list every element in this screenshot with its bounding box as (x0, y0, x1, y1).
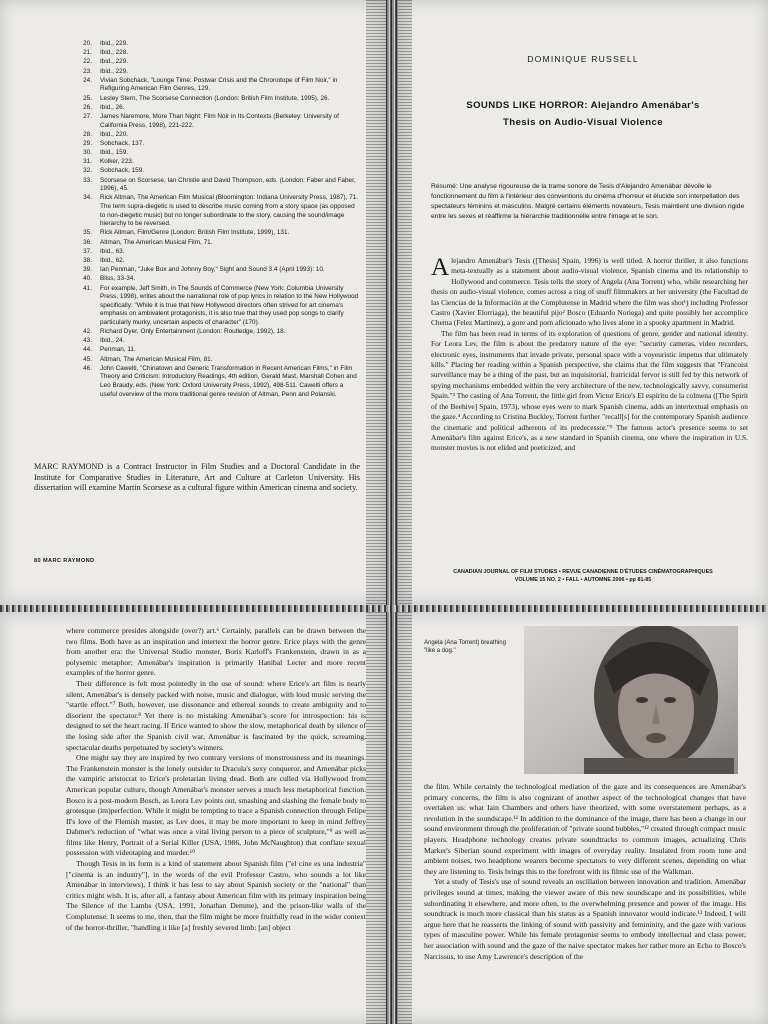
binding-shadow (398, 612, 412, 1024)
article-body (431, 256, 748, 454)
journal-footer (418, 569, 748, 584)
author-bio: MARC RAYMOND is a Contract Instructor in Film Studies and a Doctoral Candidate in the Institute for Comparative Studies in Literature, Art and Culture at Carleton University. His dissertation will examine Martin Scorsese as a cultural figure within American cinema and society. (34, 462, 360, 492)
endnote (70, 113, 360, 130)
paragraph: Though Tesis in its form is a kind of statement about Spanish film ("el cine es una industria" ["cinema is an industry"], in the words of the evil Professor Castro, who sounds a lot like Amenábar in interviews), I think it has less to say about Spanish society or the "national" than critics might wish. It is, after all, a fantasy about American film with its primary inspiration being The Silence of the Lambs (USA, 1991, Jonathan Demme), and the prison-like walls of the Complutense. It seems to me, then, that the film might be more fruitfully read in the wider context of the horror-thriller, "handling it like [a] freshly severed limb: [an] object (66, 859, 366, 932)
endnote-number: 43. (83, 337, 92, 345)
article-author: DOMINIQUE RUSSELL (527, 54, 639, 64)
endnote-number: 28. (83, 130, 92, 138)
endnote (70, 140, 360, 149)
paragraph: the film. While certainly the technological mediation of the gaze and its consequences are Amenábar's primary concerns, the film is also cognizant of another aspect of the technological changes that have overtaken us: what Iain Chambers and others have theorized, with some overstatement perhaps, as a revolution in the soundscape.¹¹ In addition to the dominance of the image, there has been a change in our sound environment through the proliferation of "private sound bubbles,"¹² created through compact music players. Headphone technology creates private soundtracks to common images, actualizing Chris Marker's Siberian sound experiment with images of everyday reality. Insulated from room tone and ambient noises, two headphone wearers become spectators to very different scenes, depending on what they are listening to. Tesis brings this to the forefront with its filmic use of the Walkman. (424, 782, 746, 876)
binding-shadow (366, 612, 386, 1024)
article-body-continued (424, 782, 746, 962)
endnote-number: 44. (83, 346, 92, 354)
paragraph: One might say they are inspired by two contrary versions of monstrousness and its meanings. The Frankenstein monster is the lonely outsider to Dracula's sexy conqueror, and Amenábar picks the vampiric aristocrat to Erice's proletarian living dead. Both are culled via Hollywood from American popular culture, though Amenábar's monster serves a much less metaphorical function. Bosco is a post-modern Bosch, as Leora Lev points out, smashing and slashing the female body to grotesque (im)perfection. While it might be tempting to trace a Spanish connection through Felipe II's love of the Flemish master, as Lev does, it may be more important to keep in mind Jeffrey Dahmer's reduction of "what was once a vital living person to a piece of sculpture,"⁹ as well as films like Henry, Portrait of a Serial Killer (USA, 1986, John McNaughton) that conflate sexual possession with videotaping and murder.¹⁰ (66, 753, 366, 858)
endnote (70, 77, 360, 94)
endnotes-list (70, 40, 360, 400)
endnote-text: Richard Dyer, Only Entertainment (London: Routledge, 1992), 18. (100, 328, 286, 336)
endnote-text: Ibid., 24. (100, 337, 125, 345)
endnote-number: 30. (83, 149, 92, 157)
page-83-text (398, 612, 768, 1024)
endnote (70, 68, 360, 77)
endnote-text: Altman, The American Musical Film, 71. (100, 238, 213, 246)
endnote (70, 257, 360, 266)
endnote-number: 24. (83, 76, 92, 84)
endnote-number: 37. (83, 247, 92, 255)
page-82-text (0, 612, 386, 1024)
page-80-notes (0, 0, 386, 605)
journal-volume: VOLUME 15 NO. 2 • FALL • AUTOMNE 2006 • pp 81-85 (514, 576, 652, 583)
article-body-continued (66, 626, 366, 933)
endnote-text: Lesley Stern, The Scorsese Connection (London: British Film Institute, 1995), 26. (100, 94, 330, 102)
endnote-number: 25. (83, 94, 92, 102)
endnote (70, 346, 360, 355)
endnote-number: 34. (83, 194, 92, 202)
endnote (70, 49, 360, 58)
endnote (70, 356, 360, 365)
endnote-text: Ibid., 229. (100, 58, 129, 66)
endnote (70, 239, 360, 248)
endnote (70, 58, 360, 67)
endnote (70, 365, 360, 399)
endnote-number: 27. (83, 112, 92, 120)
endnote (70, 229, 360, 238)
paragraph: The film has been read in terms of its exploration of questions of genre, gender and national identity. For Leora Lev, the film is about the predatory nature of the eye: "security cameras, video recorders, electronic eyes, instruments that invade private, personal space with a voyeuristic impetus that ultimately kills." Placing her reading within a Spanish perspective, she claims that the film suggests that "Francoist surveillance may be a thing of the past, but an inquisitorial, fratricidal fervor is still fed by this network of spying mechanisms embedded within the very architecture of the new, technologically savvy, consumerist Spain."³ The casting of Ana Torrent, the little girl from Victor Erice's El espíritu de la colmena ([The Spirit of the Beehive] Spain, 1973), whose eyes were to mark Spanish cinema, adds an intertextual emphasis on the gaze.⁴ According to Cristina Buckley, Torrent further "recall[s] for the contemporary Spanish audience the cinematic and political adherents of its predecessor."⁵ The famous actor's presence seems to set Amenábar's film against Erice's, as a new standard in Spanish cinema, one where the inspiration in U.S. monster movies is not elided and poeticized, and (431, 328, 748, 453)
endnote (70, 285, 360, 328)
paragraph: Yet a study of Tesis's use of sound reveals an oscillation between innovation and tradition. Amenábar privileges sound at times, making the viewer aware of this new soundscape and its possibilities, while subordinating it elsewhere, and more often, to the overwhelming presence and power of the image. His soundtrack is much more classical than his status as a Spanish innovator would indicate.¹³ Indeed, I will argue here that he reasserts the linking of sound with passivity and femininity, and the gaze with various types of masculine power. While his female protagonist seems to embody intellectual and class power, her association with sound and the gaze of the naive spectator makes her rather more an Echo to Bosco's Narcissus, to use Amy Lawrence's description of the (424, 877, 746, 961)
endnote-number: 22. (83, 58, 92, 66)
endnote-number: 42. (83, 328, 92, 336)
spine-gutter (386, 0, 398, 1024)
endnote-number: 46. (83, 364, 92, 372)
endnote (70, 275, 360, 284)
endnote-text: Ibid., 229. (100, 67, 129, 75)
endnote (70, 40, 360, 49)
endnote-text: Penman, 11. (100, 346, 136, 354)
title-line-2: Thesis on Audio-Visual Violence (503, 117, 663, 128)
endnote (70, 104, 360, 113)
french-abstract: Résumé: Une analyse rigoureuse de la trame sonore de Tesis d'Alejandro Amenábar dévoile le fonctionnement du film à l'intérieur des conventions du cinéma d'horreur et élucide son interpellation des spectateurs féminins et masculins. Malgré certains éléments novateurs, Tesis maintient une division rigide entre les sexes et réaffirme la hiérarchie traditionnelle entre l'image et le son. (431, 183, 745, 220)
endnote-number: 45. (83, 355, 92, 363)
endnote-number: 40. (83, 275, 92, 283)
journal-name: CANADIAN JOURNAL OF FILM STUDIES • REVUE CANADIENNE D'ÉTUDES CINÉMATOGRAPHIQUES (453, 569, 713, 575)
paragraph: where commerce presides alongside (over?) art.⁶ Certainly, parallels can be drawn between the two films. Both have as an inspiration and intertext the horror genre. Erice plays with the genre from another era: the Universal Studio monster, Boris Karloff's Frankenstein, drawn in as a polysemic metaphor; Amenábar's inspiration is primarily Hanibal Lecter and more recent examples of the horror genre. (66, 626, 366, 678)
endnote-text: Rick Altman, Film/Genre (London: British Film Institute, 1999), 131. (100, 229, 290, 237)
endnote (70, 248, 360, 257)
endnote-text: John Cawelti, "Chinatown and Generic Transformation in Recent American Films," in Film Theory and Criticism: Introductory Readings, 4th edition, Gerald Mast, Marshall Cohen and Leo Braudy, eds. (New York: Oxford University Press, 1992), 498-511. Cawelti offers a useful overview of the more traditional genre revision of Altman, Penn and Polanski. (100, 364, 357, 398)
page-81-title (398, 0, 768, 605)
endnote-text: Ibid., 62. (100, 256, 125, 264)
paragraph-text: lejandro Amenábar's Tesis ([Thesis] Spain, 1996) is well titled. A horror thriller, it also functions meta-textually as a statement about audio-visual violence, Spanish cinema and its relationship to Hollywood and commerce. Tesis tells the story of Angela (Ana Torrent) who, while researching her thesis on audio-visual violence, comes across a ring of snuff filmmakers at her university (the Facultad de las Ciencias de la Información at the Complutense in Madrid where the film was shot¹) including Professor Castro (Xavier Elorriaga), the beautiful pijo² Bosco (Eduardo Noriega) and quite possibly her accomplice Chema (Felez Martinez), a gore and porn aficionado who lives alone in a spooky apartment in Madrid. (431, 256, 748, 328)
paragraph (431, 256, 748, 329)
article-title (418, 97, 748, 131)
endnote-text: Ibid., 159. (100, 149, 129, 157)
endnote-text: Sobchack, 137. (100, 139, 145, 147)
endnote (70, 131, 360, 140)
endnote (70, 337, 360, 346)
running-footer: 80 MARC RAYMOND (34, 558, 95, 564)
endnote-number: 29. (83, 139, 92, 147)
endnote-text: James Naremore, More Than Night: Film Noir in Its Contexts (Berkeley: University of California Press, 1998), 221-222. (100, 112, 339, 129)
endnote (70, 167, 360, 176)
endnote-text: Altman, The American Musical Film, 81. (100, 355, 213, 363)
drop-cap: A (431, 254, 450, 281)
endnote (70, 266, 360, 275)
endnote (70, 328, 360, 337)
title-line-1: SOUNDS LIKE HORROR: Alejandro Amenábar's (466, 100, 700, 111)
endnote-number: 36. (83, 238, 92, 246)
endnote-number: 26. (83, 103, 92, 111)
endnote-text: Ibid., 220. (100, 130, 129, 138)
page-separator (0, 605, 768, 612)
endnote-number: 21. (83, 49, 92, 57)
endnote-number: 23. (83, 67, 92, 75)
endnote-text: Vivian Sobchack, "Lounge Time: Postwar Crisis and the Chronotope of Film Noir," in Refiguring American Film Genres, 129. (100, 76, 338, 93)
endnote-text: Rick Altman, The American Film Musical (Bloomington: Indiana University Press, 1987), 71. The term supra-diegetic is used to describe music coming from a story space (as opposed to non-diegetic music) but no longer subordinate to the story, causing the sound/image hierarchy to be reversed. (100, 194, 359, 228)
endnote-text: Ibid., 228. (100, 49, 129, 57)
endnote-text: Sobchack, 159. (100, 167, 145, 175)
endnote-number: 35. (83, 229, 92, 237)
endnote (70, 158, 360, 167)
endnote-number: 32. (83, 167, 92, 175)
endnote-number: 39. (83, 266, 92, 274)
figure-caption: Angela (Ana Torrent) breathing "like a dog." (424, 640, 506, 654)
endnote-text: For example, Jeff Smith, in The Sounds of Commerce (New York: Columbia University Press, 1998), writes about the narrational role of pop lyrics in relation to the New Hollywood specifically: "While it is true that New Hollywood directors often strived for art cinema's emphasis on ambivalent protagonists, it is also true that they used pop songs to clarify particularly murky, uncertain aspects of character" (170). (100, 284, 359, 326)
endnote-text: Ian Penman, "Juke Box and Johnny Boy," Sight and Sound 3.4 (April 1993): 10. (100, 266, 325, 274)
endnote-number: 38. (83, 256, 92, 264)
endnote-number: 41. (83, 284, 92, 292)
endnote (70, 194, 360, 228)
endnote-text: Bliss, 33-34. (100, 275, 136, 283)
endnote-number: 20. (83, 40, 92, 47)
endnote-text: Ibid., 229. (100, 40, 129, 47)
endnote-text: Ibid., 63. (100, 247, 125, 255)
endnote (70, 95, 360, 104)
film-still-photo (524, 626, 738, 774)
endnote-number: 31. (83, 158, 92, 166)
endnote-number: 33. (83, 176, 92, 184)
endnote-text: Kolker, 223. (100, 158, 134, 166)
endnote (70, 149, 360, 158)
paragraph: Their difference is felt most pointedly in the use of sound: where Erice's art film is nearly silent, Amenábar's is densely packed with noise, music and dialogue, with loud music serving the "startle effect."⁷ Both, however, use dissonance and ethereal sounds to create ambiguity and to disorient the spectator.⁸ Yet there is no mistaking Amenábar's score for introspection: his is designed to set the heart racing. If Erice wanted to show the slow, metaphorical death by silence of the losing side after the Spanish civil war, Amenábar is fascinated by the quick, screaming, spectacular deaths perpetuated by society's winners. (66, 678, 366, 752)
endnote-text: Scorsese on Scorsese, Ian Christie and David Thompson, eds. (London: Faber and Faber, 1996), 45. (100, 176, 356, 193)
binding-shadow (398, 0, 412, 605)
binding-shadow (366, 0, 386, 605)
endnote-text: Ibid., 26. (100, 103, 125, 111)
endnote (70, 177, 360, 194)
